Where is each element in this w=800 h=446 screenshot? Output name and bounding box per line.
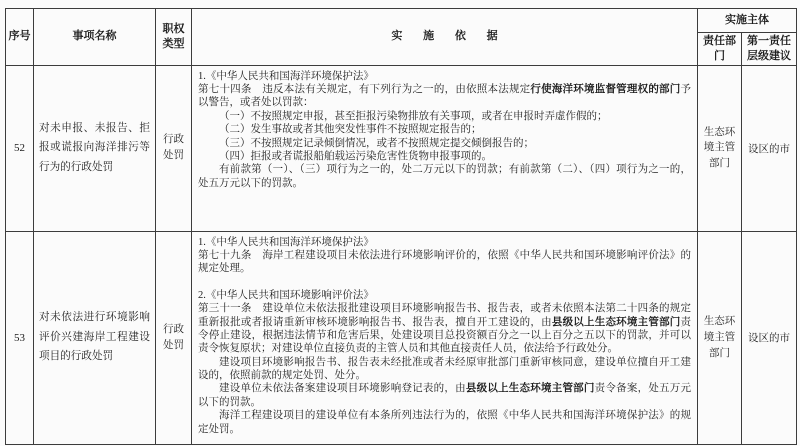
basis-paragraph: （三）不按照规定记录倾倒情况，或者不按照规定提交倾倒报告的； (219, 137, 534, 149)
table-body (6, 65, 797, 444)
basis-paragraph: 有前款第（一）、（三）项行为之一的，处二万元以下的罚款；有前款第（二）、（四）项行为之一的，处五万元以下的罚款。 (198, 164, 691, 189)
table-row (6, 65, 797, 231)
basis-paragraph: （二）发生事故或者其他突发性事件不按照规定报告的； (219, 124, 482, 136)
header-department: 责任部门 (698, 33, 742, 66)
item-name-cell: 对未申报、未报告、拒报或谎报向海洋排污等行为的行政处罚 (34, 65, 156, 231)
basis-cell (192, 65, 698, 231)
header-power-type: 职权类型 (156, 9, 192, 66)
basis-paragraph: 1.《中华人民共和国海洋环境保护法》 (198, 236, 374, 248)
basis-paragraph: 第七十九条 海岸工程建设项目未依法进行环境影响评价的，依照《中华人民共和国环境影响评价法》的规定处理。 (198, 250, 691, 275)
basis-paragraph: 第三十一条 建设单位未依法报批建设项目环境影响报告书、报告表，或者未依照本法第二十四条的规定重新报批或者报请重新审核环境影响报告书、报告表，擅自开工建设的，由县级以上生态环境主管部门责令停止建设，根据违法情节和危害后果，处建设项目总投资额百分之一以上百分之五以下的罚款，并可以责令恢复原状；对建设单位直接负责的主管人员和其他直接责任人员，依法给予行政处分。 (198, 303, 692, 355)
basis-paragraph: 2.《中华人民共和国环境影响评价法》 (198, 289, 374, 301)
basis-paragraph: 建设项目环境影响报告书、报告表未经批准或者未经原审批部门重新审核同意，建设单位擅自开工建设的，依照前款的规定处罚、处分。 (198, 356, 691, 382)
basis-paragraph: （四）拒报或者谎报船舶载运污染危害性货物申报事项的。 (219, 150, 492, 162)
authority-items-table (5, 8, 797, 445)
item-name-cell: 对未依法进行环境影响评价兴建海岸工程建设项目的行政处罚 (34, 231, 156, 444)
table-row (6, 231, 797, 444)
basis-paragraph: （一）不按照规定申报，甚至拒报污染物排放有关事项，或者在申报时弄虚作假的； (219, 110, 608, 122)
serial-cell: 53 (6, 231, 34, 444)
basis-spacer (198, 276, 691, 289)
level-cell: 设区的市 (742, 65, 797, 231)
header-level: 第一责任层级建议 (742, 33, 797, 66)
header-serial: 序号 (6, 9, 34, 66)
basis-paragraph: 第七十四条 违反本法有关规定，有下列行为之一的，由依照本法规定行使海洋环境监督管理权的部门予以警告，或者处以罚款： (198, 84, 692, 109)
power-type-cell: 行政处罚 (156, 231, 192, 444)
basis-paragraph: 海洋工程建设项目的建设单位有本条所列违法行为的，依照《中华人民共和国海洋环境保护法》的规定处罚。 (198, 410, 691, 435)
basis-cell (192, 231, 698, 444)
level-cell: 设区的市 (742, 231, 797, 444)
basis-paragraph: 1.《中华人民共和国海洋环境保护法》 (198, 70, 374, 82)
department-cell: 生态环境主管部门 (698, 231, 742, 444)
serial-cell: 52 (6, 65, 34, 231)
header-subject: 实施主体 (698, 9, 797, 33)
power-type-cell: 行政处罚 (156, 65, 192, 231)
department-cell: 生态环境主管部门 (698, 65, 742, 231)
basis-paragraph: 建设单位未依法备案建设项目环境影响登记表的，由县级以上生态环境主管部门责令备案，处五万元以下的罚款。 (198, 383, 692, 408)
header-item-name: 事项名称 (34, 9, 156, 66)
header-basis: 实 施 依 据 (192, 9, 698, 66)
